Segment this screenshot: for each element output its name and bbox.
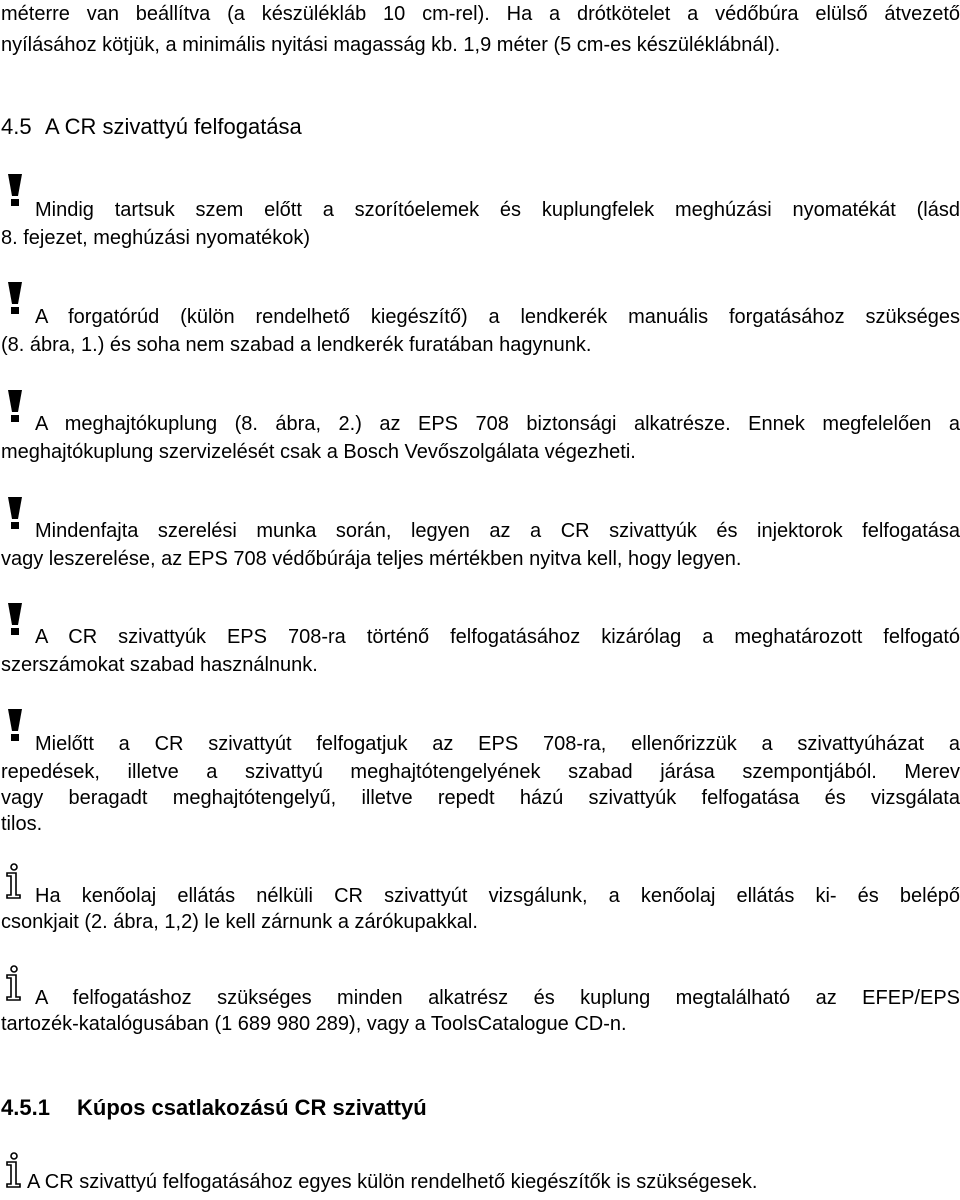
warning-icon bbox=[4, 495, 30, 533]
subsection-title: Kúpos csatlakozású CR szivattyú bbox=[77, 1095, 427, 1120]
warning-icon bbox=[4, 280, 30, 318]
intro-line-1: méterre van beállítva (a készülékláb 10 cm-rel). Ha a drótkötelet a védőbúra elülső átvezető bbox=[1, 3, 960, 25]
note-2-line-2: tartozék-katalógusában (1 689 980 289), vagy a ToolsCatalogue CD-n. bbox=[1, 1013, 627, 1035]
warning-icon bbox=[4, 172, 30, 210]
warning-icon bbox=[4, 601, 30, 639]
warning-3-line-1: A meghajtókuplung (8. ábra, 2.) az EPS 708 biztonsági alkatrésze. Ennek megfelelően a bbox=[35, 413, 960, 435]
warning-1-line-1: Mindig tartsuk szem előtt a szorítóelemek és kuplungfelek meghúzási nyomatékát (lásd bbox=[35, 199, 960, 221]
info-icon bbox=[4, 965, 30, 1003]
last-note-line-1: A CR szivattyú felfogatásához egyes külön rendelhető kiegészítők is szükségesek. bbox=[27, 1171, 758, 1193]
note-1-line-2: csonkjait (2. ábra, 1,2) le kell zárnunk a zárókupakkal. bbox=[1, 911, 478, 933]
intro-line-2: nyílásához kötjük, a minimális nyitási magasság kb. 1,9 méter (5 cm-es készüléklábnál). bbox=[1, 34, 781, 56]
section-number: 4.5 bbox=[1, 114, 32, 139]
section-heading bbox=[1, 113, 302, 141]
subsection-number: 4.5.1 bbox=[1, 1095, 50, 1120]
section-title: A CR szivattyú felfogatása bbox=[45, 114, 302, 139]
warning-2-line-2: (8. ábra, 1.) és soha nem szabad a lendkerék furatában hagynunk. bbox=[1, 334, 592, 356]
subsection-heading bbox=[1, 1094, 427, 1122]
warning-icon bbox=[4, 707, 30, 745]
warning-4-line-2: vagy leszerelése, az EPS 708 védőbúrája teljes mértékben nyitva kell, hogy legyen. bbox=[1, 548, 742, 570]
warning-4-line-1: Mindenfajta szerelési munka során, legyen az a CR szivattyúk és injektorok felfogatása bbox=[35, 520, 960, 542]
note-2-line-1: A felfogatáshoz szükséges minden alkatrész és kuplung megtalálható az EFEP/EPS bbox=[35, 987, 960, 1009]
warning-5-line-2: szerszámokat szabad használnunk. bbox=[1, 654, 318, 676]
warning-6-line-4: tilos. bbox=[1, 813, 43, 835]
warning-5-line-1: A CR szivattyúk EPS 708-ra történő felfogatásához kizárólag a meghatározott felfogató bbox=[35, 626, 960, 648]
info-icon bbox=[4, 863, 30, 901]
warning-2-line-1: A forgatórúd (külön rendelhető kiegészítő) a lendkerék manuális forgatásához szükséges bbox=[35, 306, 960, 328]
warning-icon bbox=[4, 388, 30, 426]
warning-1-line-2: 8. fejezet, meghúzási nyomatékok) bbox=[1, 227, 311, 249]
warning-6-line-2: repedések, illetve a szivattyú meghajtótengelyének szabad járása szempontjából. Merev bbox=[1, 761, 960, 783]
warning-3-line-2: meghajtókuplung szervizelését csak a Bosch Vevőszolgálata végezheti. bbox=[1, 441, 636, 463]
warning-6-line-3: vagy beragadt meghajtótengelyű, illetve repedt házú szivattyúk felfogatása és vizsgálata bbox=[1, 787, 960, 809]
warning-6-line-1: Mielőtt a CR szivattyút felfogatjuk az EPS 708-ra, ellenőrizzük a szivattyúházat a bbox=[35, 733, 960, 755]
note-1-line-1: Ha kenőolaj ellátás nélküli CR szivattyút vizsgálunk, a kenőolaj ellátás ki- és belépő bbox=[35, 885, 960, 907]
